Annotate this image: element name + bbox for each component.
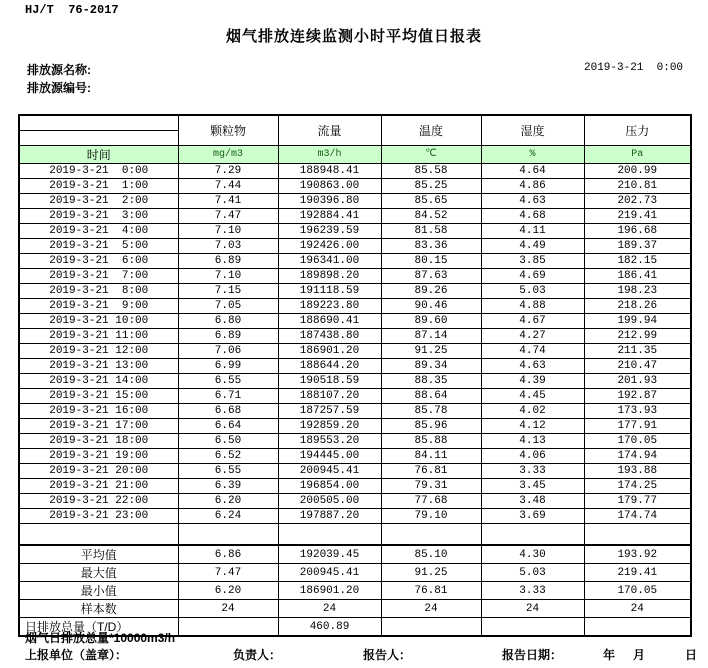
cell-value: 91.25 bbox=[381, 343, 481, 358]
cell-value: 199.94 bbox=[584, 313, 691, 328]
cell-value: 173.93 bbox=[584, 403, 691, 418]
cell-value: 87.63 bbox=[381, 268, 481, 283]
cell-value: 88.35 bbox=[381, 373, 481, 388]
cell-value: 76.81 bbox=[381, 463, 481, 478]
table-row bbox=[19, 508, 691, 523]
cell-value: 194445.00 bbox=[278, 448, 381, 463]
cell-value: 193.88 bbox=[584, 463, 691, 478]
cell-value: 4.13 bbox=[481, 433, 584, 448]
table-row bbox=[19, 223, 691, 238]
table-row bbox=[19, 268, 691, 283]
cell-time: 2019-3-21 0:00 bbox=[19, 163, 178, 178]
cell-value: 85.96 bbox=[381, 418, 481, 433]
summary-value: 85.10 bbox=[381, 545, 481, 564]
summary-rows bbox=[19, 545, 691, 636]
cell-value: 177.91 bbox=[584, 418, 691, 433]
cell-time: 2019-3-21 6:00 bbox=[19, 253, 178, 268]
column-header-particulate: 颗粒物 bbox=[178, 115, 278, 145]
cell-value: 212.99 bbox=[584, 328, 691, 343]
cell-time: 2019-3-21 10:00 bbox=[19, 313, 178, 328]
cell-value: 6.52 bbox=[178, 448, 278, 463]
cell-value: 200945.41 bbox=[278, 463, 381, 478]
column-header-temperature: 温度 bbox=[381, 115, 481, 145]
table-row bbox=[19, 478, 691, 493]
cell-value: 192859.20 bbox=[278, 418, 381, 433]
summary-value: 24 bbox=[584, 600, 691, 618]
cell-value: 3.85 bbox=[481, 253, 584, 268]
cell-value: 7.15 bbox=[178, 283, 278, 298]
table-row bbox=[19, 208, 691, 223]
spacer-cell bbox=[381, 523, 481, 545]
cell-value: 174.25 bbox=[584, 478, 691, 493]
spacer-cell bbox=[178, 523, 278, 545]
cell-value: 4.68 bbox=[481, 208, 584, 223]
day-label: 日 bbox=[685, 648, 698, 662]
time-column-header: 时间 bbox=[19, 145, 178, 163]
cell-value: 7.03 bbox=[178, 238, 278, 253]
cell-value: 7.06 bbox=[178, 343, 278, 358]
summary-value: 6.20 bbox=[178, 582, 278, 600]
cell-value: 192884.41 bbox=[278, 208, 381, 223]
cell-value: 4.86 bbox=[481, 178, 584, 193]
cell-value: 3.48 bbox=[481, 493, 584, 508]
summary-value: 24 bbox=[381, 600, 481, 618]
table-row bbox=[19, 178, 691, 193]
cell-time: 2019-3-21 1:00 bbox=[19, 178, 178, 193]
summary-value: 76.81 bbox=[381, 582, 481, 600]
summary-label: 平均值 bbox=[19, 545, 178, 564]
cell-value: 85.65 bbox=[381, 193, 481, 208]
cell-value: 190863.00 bbox=[278, 178, 381, 193]
cell-value: 4.45 bbox=[481, 388, 584, 403]
unit-flow: m3/h bbox=[278, 145, 381, 163]
table-row bbox=[19, 238, 691, 253]
table-row bbox=[19, 448, 691, 463]
cell-value: 188690.41 bbox=[278, 313, 381, 328]
summary-value bbox=[481, 618, 584, 637]
cell-value: 192.87 bbox=[584, 388, 691, 403]
cell-value: 7.10 bbox=[178, 268, 278, 283]
source-name-label: 排放源名称: bbox=[27, 63, 91, 77]
cell-value: 6.99 bbox=[178, 358, 278, 373]
cell-time: 2019-3-21 7:00 bbox=[19, 268, 178, 283]
spacer-row bbox=[19, 523, 691, 545]
summary-value: 192039.45 bbox=[278, 545, 381, 564]
cell-value: 85.78 bbox=[381, 403, 481, 418]
cell-value: 196341.00 bbox=[278, 253, 381, 268]
cell-value: 4.74 bbox=[481, 343, 584, 358]
header-blank-cell bbox=[19, 130, 178, 145]
summary-value: 6.86 bbox=[178, 545, 278, 564]
report-title: 烟气排放连续监测小时平均值日报表 bbox=[225, 28, 482, 45]
cell-value: 4.69 bbox=[481, 268, 584, 283]
cell-value: 190518.59 bbox=[278, 373, 381, 388]
cell-value: 189898.20 bbox=[278, 268, 381, 283]
cell-time: 2019-3-21 11:00 bbox=[19, 328, 178, 343]
cell-time: 2019-3-21 5:00 bbox=[19, 238, 178, 253]
cell-value: 3.33 bbox=[481, 463, 584, 478]
cell-time: 2019-3-21 2:00 bbox=[19, 193, 178, 208]
cell-value: 210.81 bbox=[584, 178, 691, 193]
summary-value: 4.30 bbox=[481, 545, 584, 564]
cell-value: 6.55 bbox=[178, 373, 278, 388]
cell-value: 85.88 bbox=[381, 433, 481, 448]
cell-time: 2019-3-21 22:00 bbox=[19, 493, 178, 508]
cell-value: 7.41 bbox=[178, 193, 278, 208]
cell-value: 188107.20 bbox=[278, 388, 381, 403]
summary-value: 186901.20 bbox=[278, 582, 381, 600]
cell-time: 2019-3-21 14:00 bbox=[19, 373, 178, 388]
cell-value: 190396.80 bbox=[278, 193, 381, 208]
cell-value: 202.73 bbox=[584, 193, 691, 208]
cell-value: 6.24 bbox=[178, 508, 278, 523]
cell-value: 6.80 bbox=[178, 313, 278, 328]
column-header-pressure: 压力 bbox=[584, 115, 691, 145]
header-blank-cell bbox=[19, 115, 178, 130]
cell-value: 174.74 bbox=[584, 508, 691, 523]
spacer-cell bbox=[19, 523, 178, 545]
cell-time: 2019-3-21 18:00 bbox=[19, 433, 178, 448]
summary-value: 200945.41 bbox=[278, 564, 381, 582]
cell-value: 84.52 bbox=[381, 208, 481, 223]
cell-value: 90.46 bbox=[381, 298, 481, 313]
cell-value: 211.35 bbox=[584, 343, 691, 358]
cell-value: 4.39 bbox=[481, 373, 584, 388]
summary-value: 7.47 bbox=[178, 564, 278, 582]
cell-value: 201.93 bbox=[584, 373, 691, 388]
summary-row bbox=[19, 545, 691, 564]
cell-value: 3.69 bbox=[481, 508, 584, 523]
spacer-section bbox=[19, 523, 691, 545]
cell-value: 4.67 bbox=[481, 313, 584, 328]
table-row bbox=[19, 463, 691, 478]
cell-value: 187438.80 bbox=[278, 328, 381, 343]
summary-label: 最大值 bbox=[19, 564, 178, 582]
unit-temperature: ℃ bbox=[381, 145, 481, 163]
table-row bbox=[19, 313, 691, 328]
cell-time: 2019-3-21 20:00 bbox=[19, 463, 178, 478]
cell-value: 83.36 bbox=[381, 238, 481, 253]
cell-time: 2019-3-21 3:00 bbox=[19, 208, 178, 223]
cell-time: 2019-3-21 17:00 bbox=[19, 418, 178, 433]
summary-value: 24 bbox=[481, 600, 584, 618]
cell-value: 80.15 bbox=[381, 253, 481, 268]
cell-value: 179.77 bbox=[584, 493, 691, 508]
cell-value: 182.15 bbox=[584, 253, 691, 268]
table-row bbox=[19, 418, 691, 433]
unit-humidity: % bbox=[481, 145, 584, 163]
cell-value: 6.20 bbox=[178, 493, 278, 508]
table-row bbox=[19, 193, 691, 208]
cell-value: 187257.59 bbox=[278, 403, 381, 418]
table-row bbox=[19, 328, 691, 343]
cell-value: 4.64 bbox=[481, 163, 584, 178]
cell-value: 218.26 bbox=[584, 298, 691, 313]
cell-value: 191118.59 bbox=[278, 283, 381, 298]
summary-value: 193.92 bbox=[584, 545, 691, 564]
cell-value: 6.68 bbox=[178, 403, 278, 418]
table-row bbox=[19, 343, 691, 358]
monitoring-table bbox=[18, 114, 692, 637]
cell-value: 189.37 bbox=[584, 238, 691, 253]
cell-time: 2019-3-21 13:00 bbox=[19, 358, 178, 373]
cell-value: 7.44 bbox=[178, 178, 278, 193]
summary-value: 5.03 bbox=[481, 564, 584, 582]
cell-value: 188644.20 bbox=[278, 358, 381, 373]
table-row bbox=[19, 358, 691, 373]
cell-value: 7.47 bbox=[178, 208, 278, 223]
cell-value: 6.89 bbox=[178, 328, 278, 343]
cell-value: 87.14 bbox=[381, 328, 481, 343]
cell-value: 196854.00 bbox=[278, 478, 381, 493]
table-row bbox=[19, 163, 691, 178]
cell-value: 4.02 bbox=[481, 403, 584, 418]
table-row bbox=[19, 298, 691, 313]
units-row bbox=[19, 145, 691, 163]
responsible-label: 负责人： bbox=[233, 648, 282, 662]
cell-value: 84.11 bbox=[381, 448, 481, 463]
cell-value: 7.10 bbox=[178, 223, 278, 238]
cell-value: 4.88 bbox=[481, 298, 584, 313]
total-emission-note: 烟气日排放总量*10000m3/h bbox=[25, 631, 176, 645]
cell-time: 2019-3-21 19:00 bbox=[19, 448, 178, 463]
cell-value: 77.68 bbox=[381, 493, 481, 508]
table-row bbox=[19, 433, 691, 448]
summary-value: 460.89 bbox=[278, 618, 381, 637]
cell-value: 6.55 bbox=[178, 463, 278, 478]
summary-value: 170.05 bbox=[584, 582, 691, 600]
summary-row bbox=[19, 564, 691, 582]
cell-value: 4.49 bbox=[481, 238, 584, 253]
summary-value: 24 bbox=[278, 600, 381, 618]
year-label: 年 bbox=[603, 648, 616, 662]
cell-value: 189223.80 bbox=[278, 298, 381, 313]
cell-value: 196239.59 bbox=[278, 223, 381, 238]
summary-value: 91.25 bbox=[381, 564, 481, 582]
cell-value: 79.31 bbox=[381, 478, 481, 493]
cell-value: 5.03 bbox=[481, 283, 584, 298]
cell-value: 4.11 bbox=[481, 223, 584, 238]
cell-value: 89.34 bbox=[381, 358, 481, 373]
cell-value: 79.10 bbox=[381, 508, 481, 523]
cell-value: 6.50 bbox=[178, 433, 278, 448]
column-header-flow: 流量 bbox=[278, 115, 381, 145]
cell-value: 6.64 bbox=[178, 418, 278, 433]
cell-value: 200505.00 bbox=[278, 493, 381, 508]
reporter-label: 报告人： bbox=[363, 648, 412, 662]
cell-value: 174.94 bbox=[584, 448, 691, 463]
data-rows bbox=[19, 163, 691, 523]
cell-value: 4.27 bbox=[481, 328, 584, 343]
cell-value: 170.05 bbox=[584, 433, 691, 448]
spacer-cell bbox=[481, 523, 584, 545]
report-date-label: 报告日期： bbox=[502, 648, 563, 662]
summary-value bbox=[381, 618, 481, 637]
cell-value: 81.58 bbox=[381, 223, 481, 238]
cell-value: 4.12 bbox=[481, 418, 584, 433]
cell-value: 196.68 bbox=[584, 223, 691, 238]
summary-value: 3.33 bbox=[481, 582, 584, 600]
cell-value: 186901.20 bbox=[278, 343, 381, 358]
cell-time: 2019-3-21 16:00 bbox=[19, 403, 178, 418]
cell-value: 6.89 bbox=[178, 253, 278, 268]
spacer-cell bbox=[584, 523, 691, 545]
cell-value: 186.41 bbox=[584, 268, 691, 283]
table-row bbox=[19, 403, 691, 418]
unit-particulate: mg/m3 bbox=[178, 145, 278, 163]
summary-value bbox=[178, 618, 278, 637]
cell-time: 2019-3-21 21:00 bbox=[19, 478, 178, 493]
report-unit-label: 上报单位（盖章）： bbox=[25, 648, 128, 662]
summary-value: 24 bbox=[178, 600, 278, 618]
source-code-label: 排放源编号: bbox=[27, 81, 91, 95]
table-row bbox=[19, 283, 691, 298]
report-datetime: 2019-3-21 0:00 bbox=[584, 62, 684, 74]
cell-value: 188948.41 bbox=[278, 163, 381, 178]
cell-time: 2019-3-21 4:00 bbox=[19, 223, 178, 238]
cell-value: 192426.00 bbox=[278, 238, 381, 253]
cell-value: 4.63 bbox=[481, 193, 584, 208]
cell-time: 2019-3-21 23:00 bbox=[19, 508, 178, 523]
signature-row bbox=[0, 646, 708, 662]
summary-value: 219.41 bbox=[584, 564, 691, 582]
summary-value bbox=[584, 618, 691, 637]
summary-label: 样本数 bbox=[19, 600, 178, 618]
cell-value: 4.06 bbox=[481, 448, 584, 463]
cell-value: 197887.20 bbox=[278, 508, 381, 523]
cell-value: 7.29 bbox=[178, 163, 278, 178]
cell-value: 85.25 bbox=[381, 178, 481, 193]
summary-row bbox=[19, 600, 691, 618]
cell-value: 198.23 bbox=[584, 283, 691, 298]
table-row bbox=[19, 493, 691, 508]
header-row-top bbox=[19, 115, 691, 130]
cell-time: 2019-3-21 9:00 bbox=[19, 298, 178, 313]
summary-label: 最小值 bbox=[19, 582, 178, 600]
cell-time: 2019-3-21 12:00 bbox=[19, 343, 178, 358]
table-row bbox=[19, 388, 691, 403]
cell-value: 89.60 bbox=[381, 313, 481, 328]
summary-label: 日排放总量（T/D） bbox=[19, 618, 178, 637]
cell-value: 200.99 bbox=[584, 163, 691, 178]
unit-pressure: Pa bbox=[584, 145, 691, 163]
cell-value: 88.64 bbox=[381, 388, 481, 403]
cell-value: 89.26 bbox=[381, 283, 481, 298]
standard-number: HJ/T 76-2017 bbox=[25, 3, 119, 17]
cell-value: 6.71 bbox=[178, 388, 278, 403]
cell-value: 3.45 bbox=[481, 478, 584, 493]
month-label: 月 bbox=[633, 648, 646, 662]
cell-time: 2019-3-21 8:00 bbox=[19, 283, 178, 298]
cell-value: 6.39 bbox=[178, 478, 278, 493]
cell-value: 210.47 bbox=[584, 358, 691, 373]
cell-value: 4.63 bbox=[481, 358, 584, 373]
cell-time: 2019-3-21 15:00 bbox=[19, 388, 178, 403]
cell-value: 7.05 bbox=[178, 298, 278, 313]
table-row bbox=[19, 253, 691, 268]
column-header-humidity: 湿度 bbox=[481, 115, 584, 145]
cell-value: 85.58 bbox=[381, 163, 481, 178]
spacer-cell bbox=[278, 523, 381, 545]
cell-value: 189553.20 bbox=[278, 433, 381, 448]
summary-row bbox=[19, 582, 691, 600]
cell-value: 219.41 bbox=[584, 208, 691, 223]
table-row bbox=[19, 373, 691, 388]
